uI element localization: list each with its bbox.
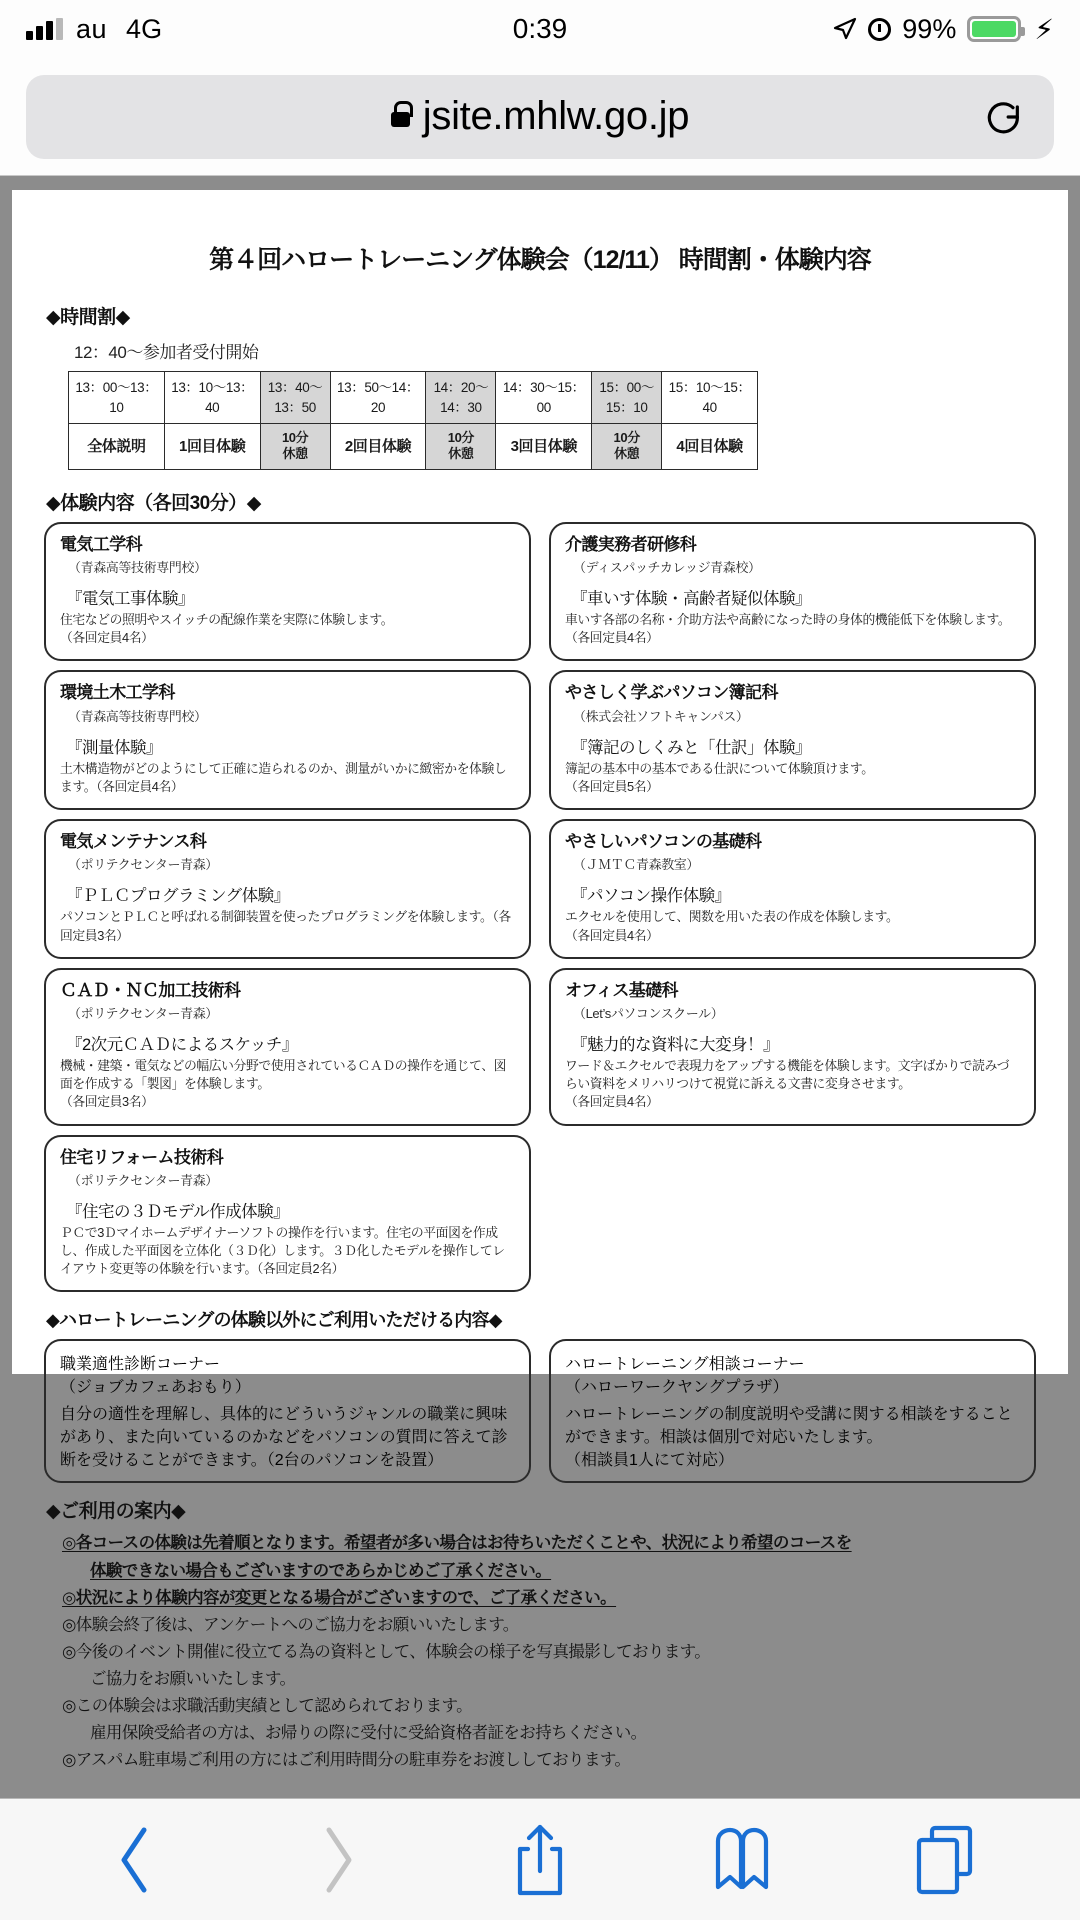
course-description: ＰＣで3Ｄマイホームデザイナーソフトの操作を行います。住宅の平面図を作成し、作成した平面図を立体化（３Ｄ化）します。３Ｄ化したモデルを操作してレイアウト変更等の体験を行います。（各回定員2名） (60, 1224, 505, 1277)
page-title: 第４回ハロートレーニング体験会（12/11） 時間割・体験内容 (209, 246, 871, 274)
course-name: オフィス基礎科 (565, 980, 678, 1000)
course-description: パソコンとＰＬＣと呼ばれる制御装置を使ったプログラミングを体験します。（各回定員3名） (60, 909, 511, 943)
bookmarks-button[interactable] (699, 1817, 785, 1903)
service-card (549, 1339, 1036, 1483)
course-activity-title: 『電気工事体験』 (66, 590, 194, 609)
schedule-time-cell: 13：10〜13：40 (164, 372, 260, 424)
clock-label: 0:39 (512, 13, 568, 44)
schedule-time-row (69, 372, 758, 424)
service-provider: （ハローワークヤングプラザ） (565, 1379, 789, 1397)
forward-button[interactable] (295, 1817, 381, 1903)
service-description: ハロートレーニングの制度説明や受講に関する相談をすることができます。相談は個別で対応いたします。 （相談員1人にて対応） (565, 1406, 1013, 1470)
guidance-note: ◎この体験会は求職活動実績として認められております。 (62, 1696, 472, 1715)
service-provider: （ジョブカフェあおもり） (60, 1379, 251, 1397)
other-service-right (549, 1339, 1036, 1483)
schedule-activity-cell: 10分 休憩 (260, 424, 330, 470)
share-button[interactable] (497, 1817, 583, 1903)
schedule-activity-cell: 2回目体験 (330, 424, 426, 470)
network-type-label: 4G (126, 13, 163, 44)
schedule-time-cell: 13：50〜14：20 (330, 372, 426, 424)
course-column-right (549, 522, 1036, 1293)
guidance-note: ご協力をお願いいたします。 (90, 1669, 296, 1688)
schedule-activity-row (69, 424, 758, 470)
bookmarks-icon (710, 1825, 774, 1895)
schedule-activity-cell: 4回目体験 (662, 424, 758, 470)
course-card (549, 522, 1036, 662)
course-activity-title: 『測量体験』 (66, 738, 162, 757)
course-description: 土木構造物がどのようにして正確に造られるのか、測量がいかに緻密かを体験します。（各回定員4名） (60, 760, 507, 794)
tabs-button[interactable] (902, 1817, 988, 1903)
course-provider: （ポリテクセンター青森） (68, 857, 218, 873)
forward-chevron-icon (315, 1824, 361, 1896)
flyer-document (12, 190, 1068, 1770)
carrier-label: au (76, 13, 108, 44)
course-name: 電気メンテナンス科 (60, 832, 207, 852)
schedule-time-cell: 14：20〜 14：30 (426, 372, 496, 424)
guidance-note: 雇用保険受給者の方は、お帰りの際に受付に受給資格者証をお持ちください。 (90, 1724, 647, 1742)
course-column-left (44, 522, 531, 1293)
course-card (44, 522, 531, 662)
guidance-note: ◎各コースの体験は先着順となります。希望者が多い場合はお待ちいただくことや、状況により希望のコースを (62, 1534, 852, 1553)
course-provider: （株式会社ソフトキャンパス） (573, 708, 749, 724)
schedule-time-cell: 14：30〜15：00 (496, 372, 592, 424)
schedule-table (68, 371, 758, 470)
service-name: 職業適性診断コーナー (60, 1356, 221, 1374)
back-button[interactable] (92, 1817, 178, 1903)
other-services-columns (44, 1339, 1036, 1483)
course-description: エクセルを使用して、関数を用いた表の作成を体験します。 （各回定員4名） (565, 909, 899, 943)
course-activity-title: 『魅力的な資料に大変身！』 (571, 1036, 779, 1055)
guidance-note: ◎体験会終了後は、アンケートへのご協力をお願いいたします。 (62, 1615, 519, 1634)
url-text: jsite.mhlw.go.jp (422, 94, 690, 138)
course-description: 住宅などの照明やスイッチの配線作業を実際に体験します。 （各回定員4名） (60, 612, 394, 646)
tabs-icon (914, 1824, 976, 1896)
schedule-heading: ◆時間割◆ (46, 307, 130, 328)
course-provider: （Let’sパソコンスクール） (573, 1006, 724, 1022)
guidance-notes (62, 1531, 1036, 1773)
lightning-bolt-icon: ⚡ (1034, 13, 1054, 45)
battery-percent-label: 99% (902, 13, 957, 44)
guidance-note: ◎状況により体験内容が変更となる場合がございますので、ご了承ください。 (62, 1588, 617, 1607)
web-content-viewport[interactable] (0, 176, 1080, 1798)
course-activity-title: 『簿記のしくみと「仕訳」体験』 (571, 738, 811, 757)
guidance-note: 体験できない場合もございますのであらかじめご了承ください。 (90, 1561, 552, 1580)
battery-icon (967, 16, 1021, 42)
course-activity-title: 『車いす体験・高齢者疑似体験』 (571, 590, 811, 609)
url-input[interactable] (26, 75, 1054, 159)
service-name: ハロートレーニング相談コーナー (565, 1356, 805, 1374)
schedule-activity-cell: 10分 休憩 (426, 424, 496, 470)
schedule-time-cell: 13：00〜13：10 (69, 372, 165, 424)
lock-icon (391, 112, 410, 127)
other-service-left (44, 1339, 531, 1483)
back-chevron-icon (112, 1824, 158, 1896)
course-activity-title: 『パソコン操作体験』 (571, 887, 731, 906)
course-description: 簿記の基本中の基本である仕訳について体験頂けます。 （各回定員5名） (565, 760, 874, 794)
alarm-clock-icon (868, 18, 891, 41)
browser-address-bar (0, 58, 1080, 176)
share-icon (512, 1821, 568, 1899)
service-description: 自分の適性を理解し、具体的にどういうジャンルの職業に興味があり、また向いているのかなどをパソコンの質問に答えて診断を受けることができます。（2台のパソコンを設置） (60, 1406, 508, 1470)
course-card (549, 968, 1036, 1126)
course-provider: （青森高等技術専門校） (68, 708, 207, 724)
course-provider: （青森高等技術専門校） (68, 560, 207, 576)
course-description: 機械・建築・電気などの幅広い分野で使用されているＣＡＤの操作を通じて、図面を作成する「製図」を体験します。 （各回定員3名） (60, 1058, 507, 1110)
ios-status-bar (0, 0, 1080, 58)
reload-icon[interactable] (984, 97, 1024, 137)
course-card (549, 819, 1036, 959)
guidance-heading: ◆ご利用の案内◆ (46, 1501, 186, 1523)
course-card (44, 819, 531, 959)
schedule-time-cell: 15：10〜15：40 (662, 372, 758, 424)
course-activity-title: 『住宅の３Ｄモデル作成体験』 (66, 1202, 290, 1221)
course-provider: （ＪＭＴＣ青森教室） (573, 857, 700, 873)
guidance-note: ◎アスパム駐車場ご利用の方にはご利用時間分の駐車券をお渡ししております。 (62, 1751, 631, 1770)
schedule-time-cell: 15：00〜 15：10 (592, 372, 662, 424)
course-name: 住宅リフォーム技術科 (60, 1147, 224, 1167)
course-activity-title: 『2次元ＣＡＤによるスケッチ』 (66, 1036, 298, 1055)
schedule-activity-cell: 10分 休憩 (592, 424, 662, 470)
course-description: ワード＆エクセルで表現力をアップする機能を体験します。文字ばかりで読みづらい資料をメリハリつけて視覚に訴える文書に変身させます。 （各回定員4名） (565, 1058, 1010, 1110)
course-name: やさしく学ぶパソコン簿記科 (565, 683, 778, 703)
other-services-heading: ◆ハロートレーニングの体験以外にご利用いただける内容◆ (46, 1310, 502, 1331)
course-columns (44, 522, 1036, 1293)
schedule-activity-cell: 1回目体験 (164, 424, 260, 470)
course-activity-title: 『ＰＬＣプログラミング体験』 (66, 887, 290, 906)
browser-toolbar (0, 1798, 1080, 1920)
service-card (44, 1339, 531, 1483)
course-description: 車いす各部の名称・介助方法や高齢になった時の身体的機能低下を体験します。（各回定員4名） (565, 612, 1011, 646)
course-provider: （ポリテクセンター青森） (68, 1172, 218, 1188)
course-name: 環境土木工学科 (60, 683, 175, 703)
schedule-activity-cell: 3回目体験 (496, 424, 592, 470)
course-name: ＣＡＤ・ＮＣ加工技術科 (60, 980, 241, 1000)
course-card (44, 968, 531, 1126)
course-card (44, 1135, 531, 1293)
guidance-note: ◎今後のイベント開催に役立てる為の資料として、体験会の様子を写真撮影しております。 (62, 1642, 711, 1661)
course-name: やさしいパソコンの基礎科 (565, 832, 762, 852)
course-provider: （ポリテクセンター青森） (68, 1006, 218, 1022)
course-card (44, 670, 531, 810)
course-name: 電気工学科 (60, 534, 142, 554)
course-card (549, 670, 1036, 810)
schedule-time-cell: 13：40〜 13：50 (260, 372, 330, 424)
course-name: 介護実務者研修科 (565, 534, 697, 554)
course-provider: （ディスパッチカレッジ青森校） (573, 560, 761, 576)
content-heading: ◆体験内容（各回30分）◆ (46, 492, 261, 514)
schedule-activity-cell: 全体説明 (69, 424, 165, 470)
reception-note: 12：40〜参加者受付開始 (74, 343, 259, 362)
